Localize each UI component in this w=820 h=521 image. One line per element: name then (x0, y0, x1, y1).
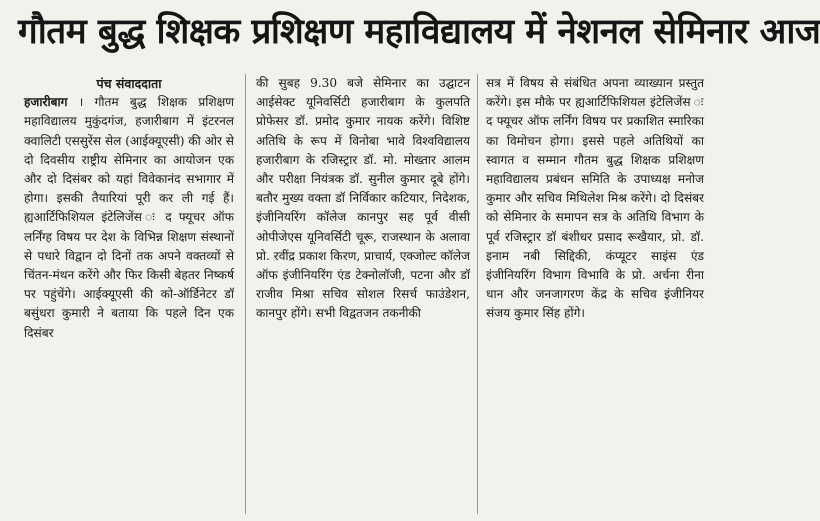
headline: गौतम बुद्ध शिक्षक प्रशिक्षण महाविद्यालय में नेशनल सेमिनार आज (18, 12, 820, 52)
dateline: हजारीबाग (24, 95, 68, 110)
byline: पंच संवाददाता (96, 76, 162, 91)
column-divider (245, 74, 246, 514)
column-1-text: । गौतम बुद्ध शिक्षक प्रशिक्षण महाविद्यालय मुकुंदगंज, हजारीबाग में इंटरनल क्वालिटी एससुरेंस सेल (आईक्यूएसी) की ओर से दो दिवसीय राष्ट्रीय सेमिनार का आयोजन एक और दो दिसंबर को यहां विवेकानंद सभागार में होगा। इसकी तैयारियां पूरी कर ली गई हैं। ह्यआर्टिफिशियल इंटेलिजेंस ः द फ्यूचर ऑफ लर्निंग्ह विषय पर देश के विभिन्न शिक्षण संस्थानों से पधारे विद्वान दो दिनों तक अपने वक्तव्यों से चिंतन-मंथन करेंगे और फिर किसी बेहतर निष्कर्ष पर पहुंचेंगे। आईक्यूएसी की को-ऑर्डिनेटर डॉ बसुंधरा कुमारी ने बताया कि पहले दिन एक दिसंबर (24, 95, 234, 340)
article-paragraph-1 (24, 93, 234, 343)
article-column-1 (24, 74, 234, 514)
article-column-2 (256, 74, 470, 514)
column-divider (477, 74, 478, 514)
article-body (24, 74, 710, 514)
column-3-text: सत्र में विषय से संबंधित अपना व्याख्यान प्रस्तुत करेंगे। इस मौके पर ह्यआर्टिफिशियल इंटेलिजेंस ः द फ्यूचर ऑफ लर्निंग विषय पर प्रकाशित स्मारिका का विमोचन होगा। इससे पहले अतिथियों का स्वागत व सम्मान गौतम बुद्ध शिक्षक प्रशिक्षण महाविद्यालय प्रबंधन समिति के उपाध्यक्ष मनोज कुमार और सचिव मिथिलेश मिश्र करेंगे। दो दिसंबर को सेमिनार के समापन सत्र के अतिथि विभाग के पूर्व रजिस्ट्रार डॉ बंशीधर प्रसाद रूखैयार, प्रो. डॉ. इनाम नबी सिद्दिकी, कंप्यूटर साइंस एंड इंजीनियरिंग विभाग विभावि के प्रो. अर्चना रीना धान और जनजागरण केंद्र के सचिव इंजीनियर संजय कुमार सिंह होंगे। (486, 76, 704, 321)
article-column-3 (486, 74, 704, 514)
column-2-text: की सुबह 9.30 बजे सेमिनार का उद्घाटन आईसेक्ट यूनिवर्सिटी हजारीबाग के कुलपति प्रोफेसर डॉ. प्रमोद कुमार नायक करेंगे। विशिष्ट अतिथि के रूप में विनोबा भावे विश्वविद्यालय हजारीबाग के रजिस्ट्रार डॉ. मो. मोख्तार आलम और परीक्षा नियंत्रक डॉ. सुनील कुमार दूबे होंगे। बतौर मुख्य वक्ता डॉ निर्विकार कटियार, निदेशक, इंजीनियरिंग कॉलेज कानपुर सह पूर्व वीसी ओपीजेएस यूनिवर्सिटी चूरू, राजस्थान के अलावा प्रो. रवींद्र प्रकाश किरण, प्राचार्य, एक्जोल्ट कॉलेज ऑफ इंजीनियरिंग एंड टेक्नोलॉजी, पटना और डॉ राजीव मिश्रा सचिव सोशल रिसर्च फाउंडेशन, कानपुर होंगे। सभी विद्वतजन तकनीकी (256, 76, 470, 321)
